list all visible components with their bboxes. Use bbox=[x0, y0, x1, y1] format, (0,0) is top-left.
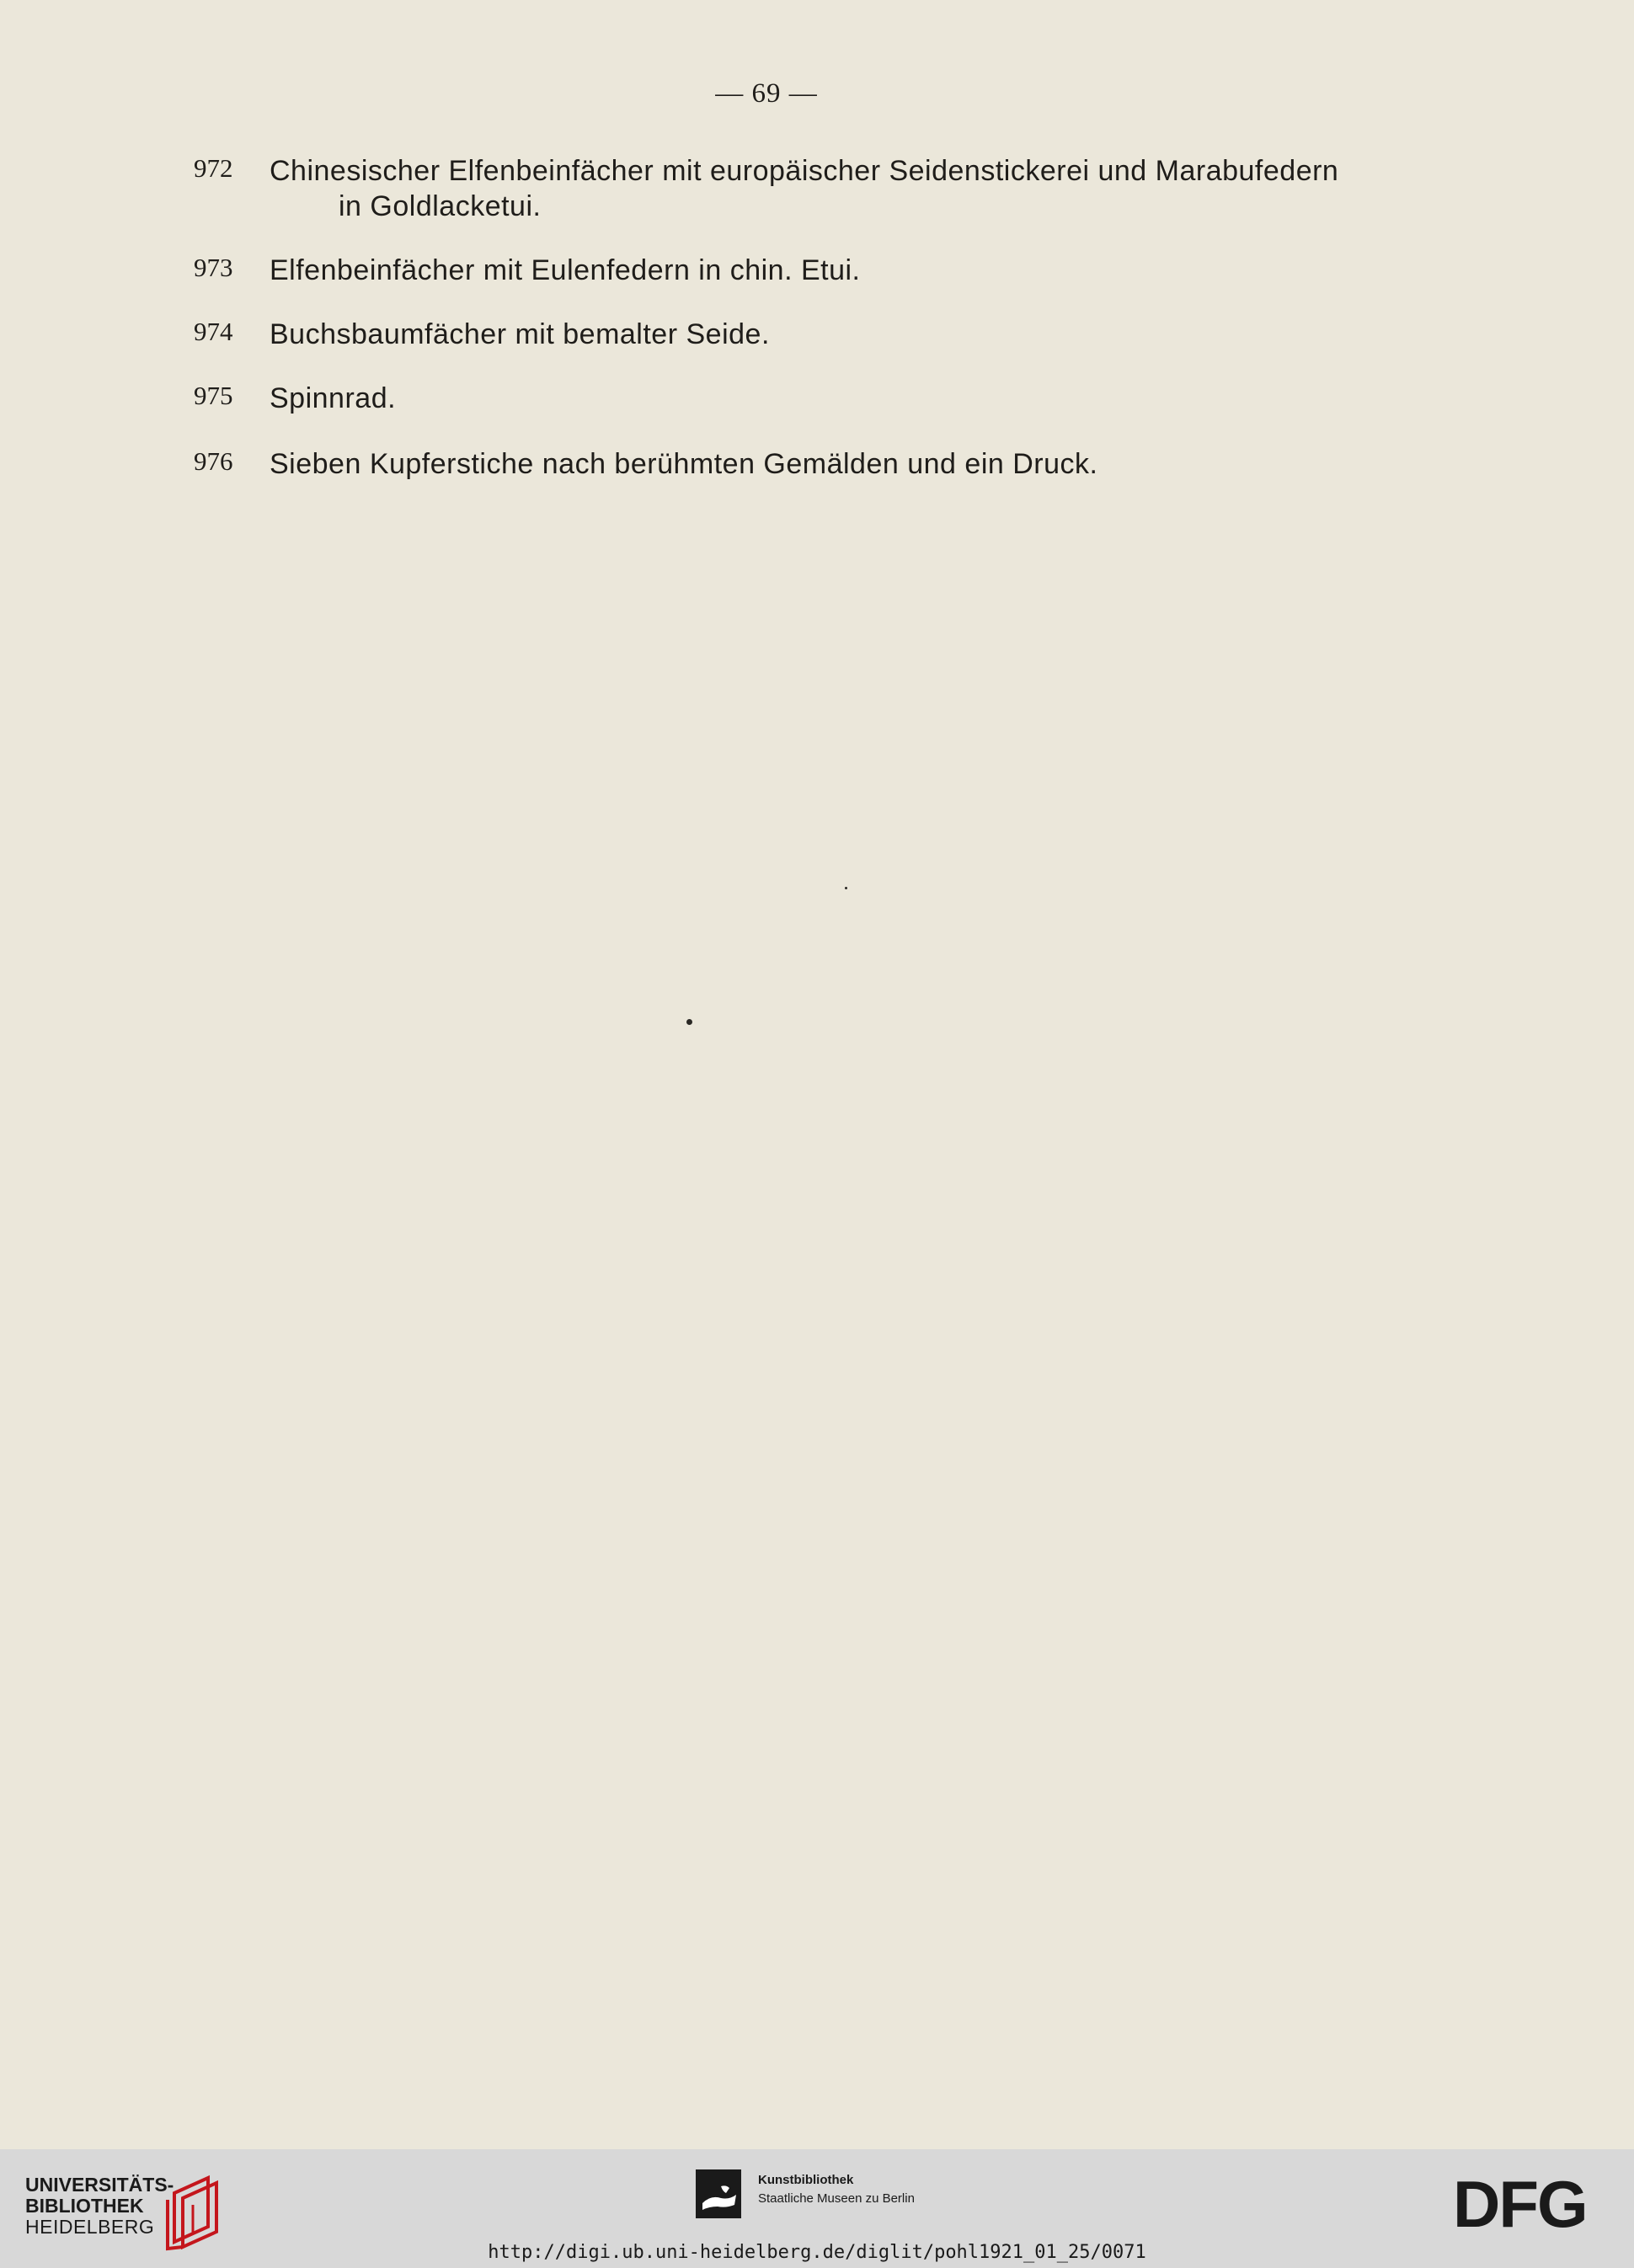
entry-line: Spinnrad. bbox=[270, 382, 397, 414]
ub-heidelberg-wordmark bbox=[25, 2175, 174, 2238]
kunstbibliothek-wordmark bbox=[758, 2171, 915, 2208]
ub-line-3: HEIDELBERG bbox=[25, 2216, 155, 2238]
entry-line: Elfenbeinfächer mit Eulenfedern in chin. Etui. bbox=[270, 254, 861, 286]
viewer-footer bbox=[0, 2149, 1634, 2268]
kb-line-2: Staatliche Museen zu Berlin bbox=[758, 2191, 915, 2206]
entry-number: 974 bbox=[194, 317, 233, 346]
entry-number: 973 bbox=[194, 253, 233, 282]
entry-line-continued: in Goldlacketui. bbox=[339, 190, 542, 222]
paper-speck bbox=[686, 1019, 692, 1025]
page-number: — 69 — bbox=[715, 78, 818, 109]
kunstbibliothek-logo[interactable] bbox=[696, 2169, 965, 2237]
entry-line: Sieben Kupferstiche nach berühmten Gemälden und ein Druck. bbox=[270, 448, 1098, 480]
permalink-url[interactable]: http://digi.ub.uni-heidelberg.de/diglit/pohl1921_01_25/0071 bbox=[488, 2242, 1146, 2263]
entry-description bbox=[270, 317, 1364, 352]
entry-description bbox=[270, 253, 1364, 288]
ub-line-2: BIBLIOTHEK bbox=[25, 2195, 144, 2217]
entry-description bbox=[270, 381, 1364, 416]
ub-line-1: UNIVERSITÄTS- bbox=[25, 2174, 174, 2196]
ub-book-icon bbox=[164, 2175, 227, 2252]
entry-number: 976 bbox=[194, 446, 233, 476]
entry-description bbox=[270, 446, 1364, 482]
dfg-wordmark: DFG bbox=[1453, 2175, 1587, 2233]
dfg-logo-icon[interactable] bbox=[1453, 2175, 1613, 2233]
entry-number: 972 bbox=[194, 153, 233, 183]
paper-speck bbox=[845, 887, 847, 889]
kb-line-1: Kunstbibliothek bbox=[758, 2173, 854, 2187]
entry-line: Chinesischer Elfenbeinfächer mit europäischer Seidenstickerei und Marabufedern bbox=[270, 155, 1339, 187]
entry-line: Buchsbaumfächer mit bemalter Seide. bbox=[270, 318, 770, 350]
eagle-emblem-icon bbox=[696, 2169, 741, 2218]
entry-description bbox=[270, 153, 1364, 224]
entry-number: 975 bbox=[194, 381, 233, 410]
